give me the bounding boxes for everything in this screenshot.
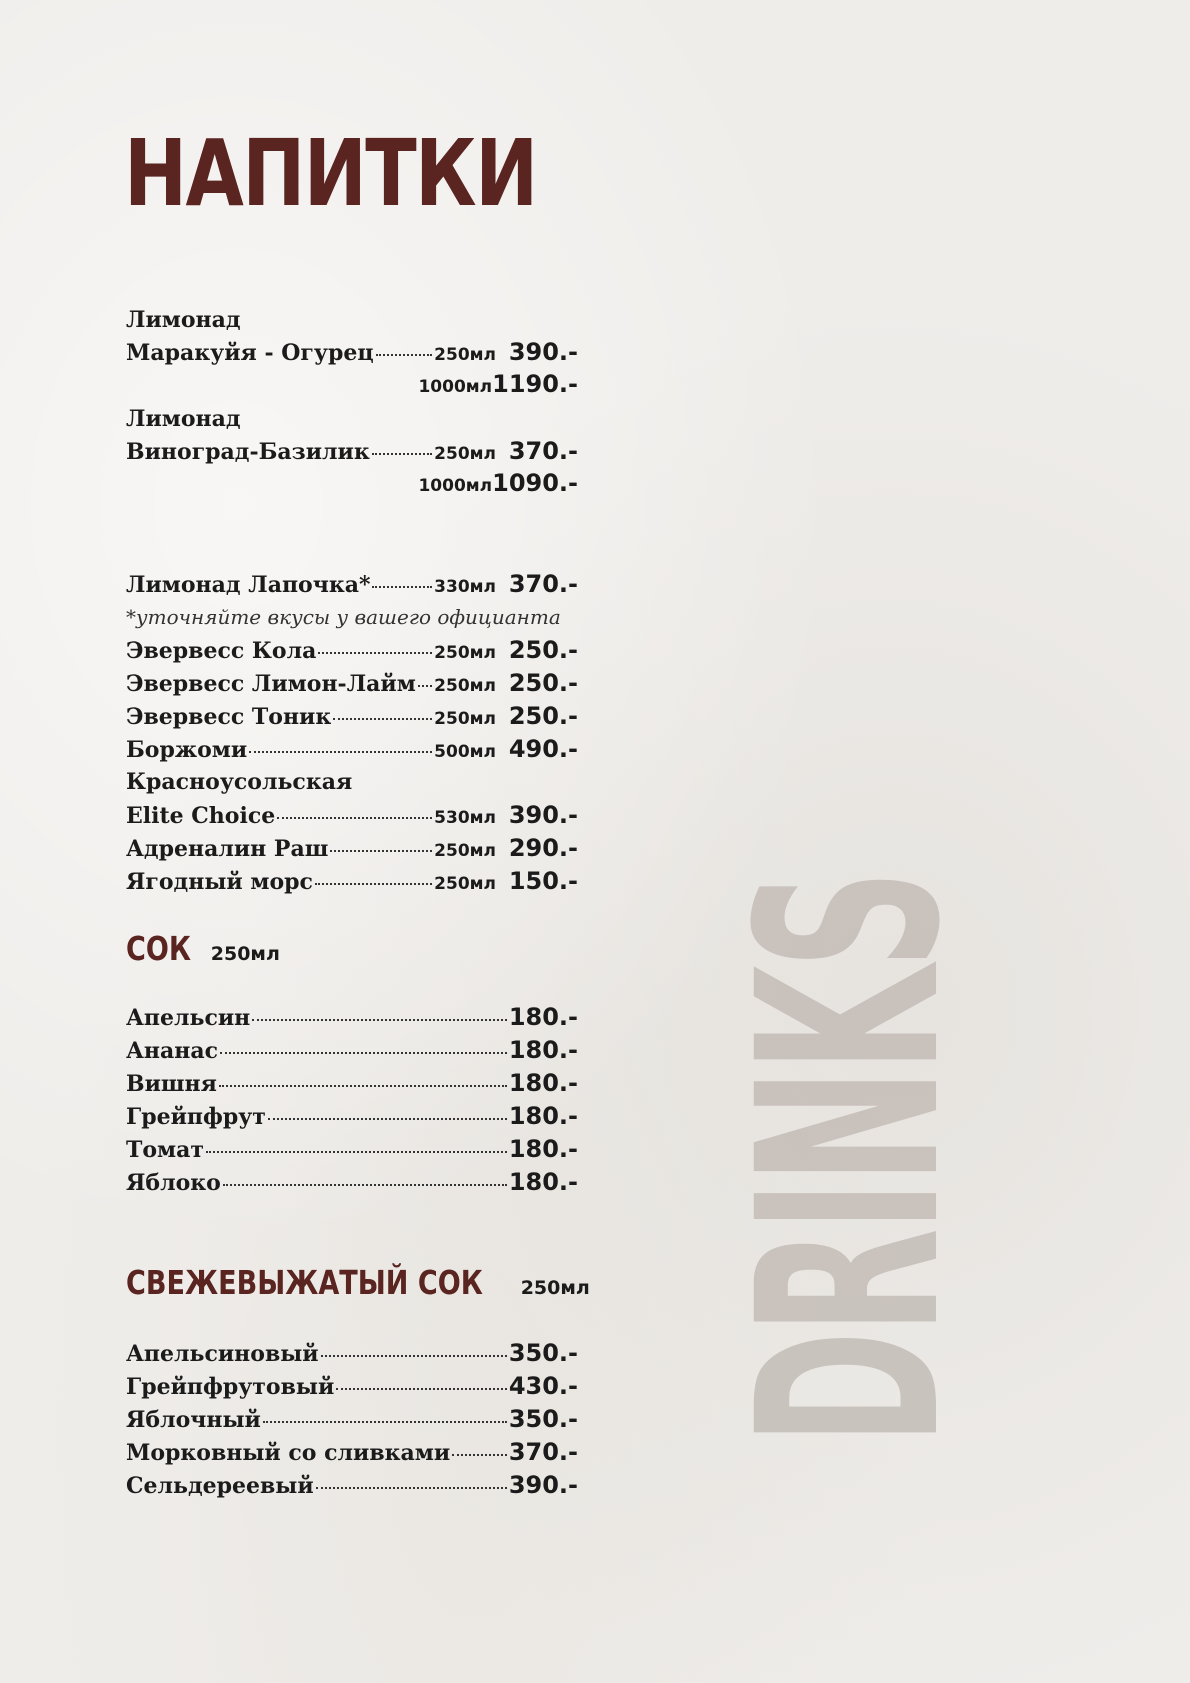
item-price: 390.-	[508, 338, 578, 366]
item-price: 290.-	[508, 834, 578, 862]
item-price: 370.-	[508, 570, 578, 598]
item-price: 390.-	[508, 801, 578, 829]
drink-row	[126, 700, 578, 732]
watermark-text: DRINKS	[704, 872, 995, 1445]
section-volume: 250мл	[520, 1277, 590, 1299]
item-price: 350.-	[508, 1405, 578, 1433]
lemonade-1-label: Лимонад	[126, 307, 241, 333]
item-name: Ананас	[126, 1038, 219, 1064]
drink-brand-label: Красноусольская	[126, 769, 353, 795]
drink-row	[126, 832, 578, 864]
dot-leader	[263, 1421, 507, 1423]
dot-leader	[321, 1355, 507, 1357]
item-price: 250.-	[508, 702, 578, 730]
dot-leader	[330, 850, 432, 852]
item-name: Маракуйя - Огурец	[126, 340, 374, 366]
drinks-watermark	[704, 872, 995, 1445]
dot-leader	[206, 1151, 507, 1153]
dot-leader	[277, 817, 432, 819]
dot-leader	[372, 453, 432, 455]
item-name: Яблочный	[126, 1407, 261, 1433]
item-price: 490.-	[508, 735, 578, 763]
juice-row	[126, 1166, 578, 1198]
dot-leader	[249, 751, 432, 753]
item-volume: 1000мл	[418, 377, 493, 397]
item-name: Лимонад Лапочка*	[126, 572, 371, 598]
item-name: Апельсин	[126, 1005, 251, 1031]
item-name: Ягодный морс	[126, 869, 313, 895]
fresh-juice-row	[126, 1469, 578, 1501]
item-volume: 530мл	[434, 808, 496, 828]
dot-leader	[376, 354, 433, 356]
item-name: Грейпфрутовый	[126, 1374, 335, 1400]
section-title-text: СОК	[126, 929, 191, 968]
dot-leader	[333, 718, 432, 720]
item-volume: 500мл	[434, 742, 496, 762]
item-name: Эвервесс Кола	[126, 638, 317, 664]
item-price: 430.-	[508, 1372, 578, 1400]
item-name: Боржоми	[126, 737, 248, 763]
dot-leader	[452, 1454, 507, 1456]
item-price: 1190.-	[492, 370, 578, 398]
item-name: Грейпфрут	[126, 1104, 266, 1130]
lemonade-2-row	[126, 435, 578, 467]
juice-row	[126, 1034, 578, 1066]
item-price: 180.-	[508, 1135, 578, 1163]
item-price: 250.-	[508, 636, 578, 664]
item-price: 150.-	[508, 867, 578, 895]
item-price: 370.-	[508, 437, 578, 465]
drink-row	[126, 733, 578, 765]
item-volume: 250мл	[434, 444, 496, 464]
section-title-text: СВЕЖЕВЫЖАТЫЙ СОК	[126, 1263, 483, 1302]
item-name: Яблоко	[126, 1170, 221, 1196]
item-name: Эвервесс Тоник	[126, 704, 332, 730]
lemonade-2-large-row	[376, 467, 578, 499]
item-price: 180.-	[508, 1036, 578, 1064]
item-volume: 250мл	[434, 874, 496, 894]
item-name: Адреналин Раш	[126, 836, 329, 862]
item-price: 180.-	[508, 1102, 578, 1130]
juice-row	[126, 1067, 578, 1099]
dot-leader	[336, 1388, 507, 1390]
item-name: Виноград-Базилик	[126, 439, 370, 465]
juice-row	[126, 1133, 578, 1165]
item-name: Elite Choice	[126, 803, 276, 829]
item-name: Вишня	[126, 1071, 217, 1097]
item-name: Эвервесс Лимон-Лайм	[126, 671, 416, 697]
item-volume: 330мл	[434, 577, 496, 597]
dot-leader	[315, 883, 432, 885]
lemonade-1-row	[126, 336, 578, 368]
item-name: Морковный со сливками	[126, 1440, 451, 1466]
item-name: Сельдереевый	[126, 1473, 314, 1499]
dot-leader	[252, 1019, 507, 1021]
dot-leader	[223, 1184, 507, 1186]
drink-row	[126, 634, 578, 666]
dot-leader	[219, 1085, 507, 1087]
item-price: 180.-	[508, 1069, 578, 1097]
lemonade-1-large-row	[376, 368, 578, 400]
fresh-juice-row	[126, 1403, 578, 1435]
item-price: 180.-	[508, 1003, 578, 1031]
dot-leader	[372, 586, 432, 588]
item-volume: 250мл	[434, 676, 496, 696]
page-title: НАПИТКИ	[124, 120, 537, 227]
item-price: 350.-	[508, 1339, 578, 1367]
item-price: 370.-	[508, 1438, 578, 1466]
drink-row	[126, 568, 578, 600]
item-volume: 1000мл	[418, 476, 493, 496]
fresh-juice-row	[126, 1337, 578, 1369]
dot-leader	[318, 652, 432, 654]
item-volume: 250мл	[434, 841, 496, 861]
lemonade-2-label: Лимонад	[126, 406, 241, 432]
item-volume: 250мл	[434, 643, 496, 663]
item-price: 180.-	[508, 1168, 578, 1196]
juice-row	[126, 1001, 578, 1033]
fresh-juice-row	[126, 1370, 578, 1402]
item-volume: 250мл	[434, 345, 496, 365]
dot-leader	[418, 685, 432, 687]
dot-leader	[220, 1052, 507, 1054]
item-price: 390.-	[508, 1471, 578, 1499]
item-price: 1090.-	[492, 469, 578, 497]
juice-row	[126, 1100, 578, 1132]
section-volume: 250мл	[210, 943, 280, 965]
drink-row	[126, 667, 578, 699]
juice-section-title	[126, 929, 280, 968]
dot-leader	[268, 1118, 507, 1120]
item-volume: 250мл	[434, 709, 496, 729]
item-name: Апельсиновый	[126, 1341, 319, 1367]
fresh-juice-row	[126, 1436, 578, 1468]
flavor-note: *уточняйте вкусы у вашего официанта	[126, 605, 561, 629]
item-name: Томат	[126, 1137, 205, 1163]
drink-row	[126, 865, 578, 897]
fresh-juice-section-title	[126, 1263, 590, 1302]
item-price: 250.-	[508, 669, 578, 697]
dot-leader	[316, 1487, 507, 1489]
drink-row	[126, 799, 578, 831]
